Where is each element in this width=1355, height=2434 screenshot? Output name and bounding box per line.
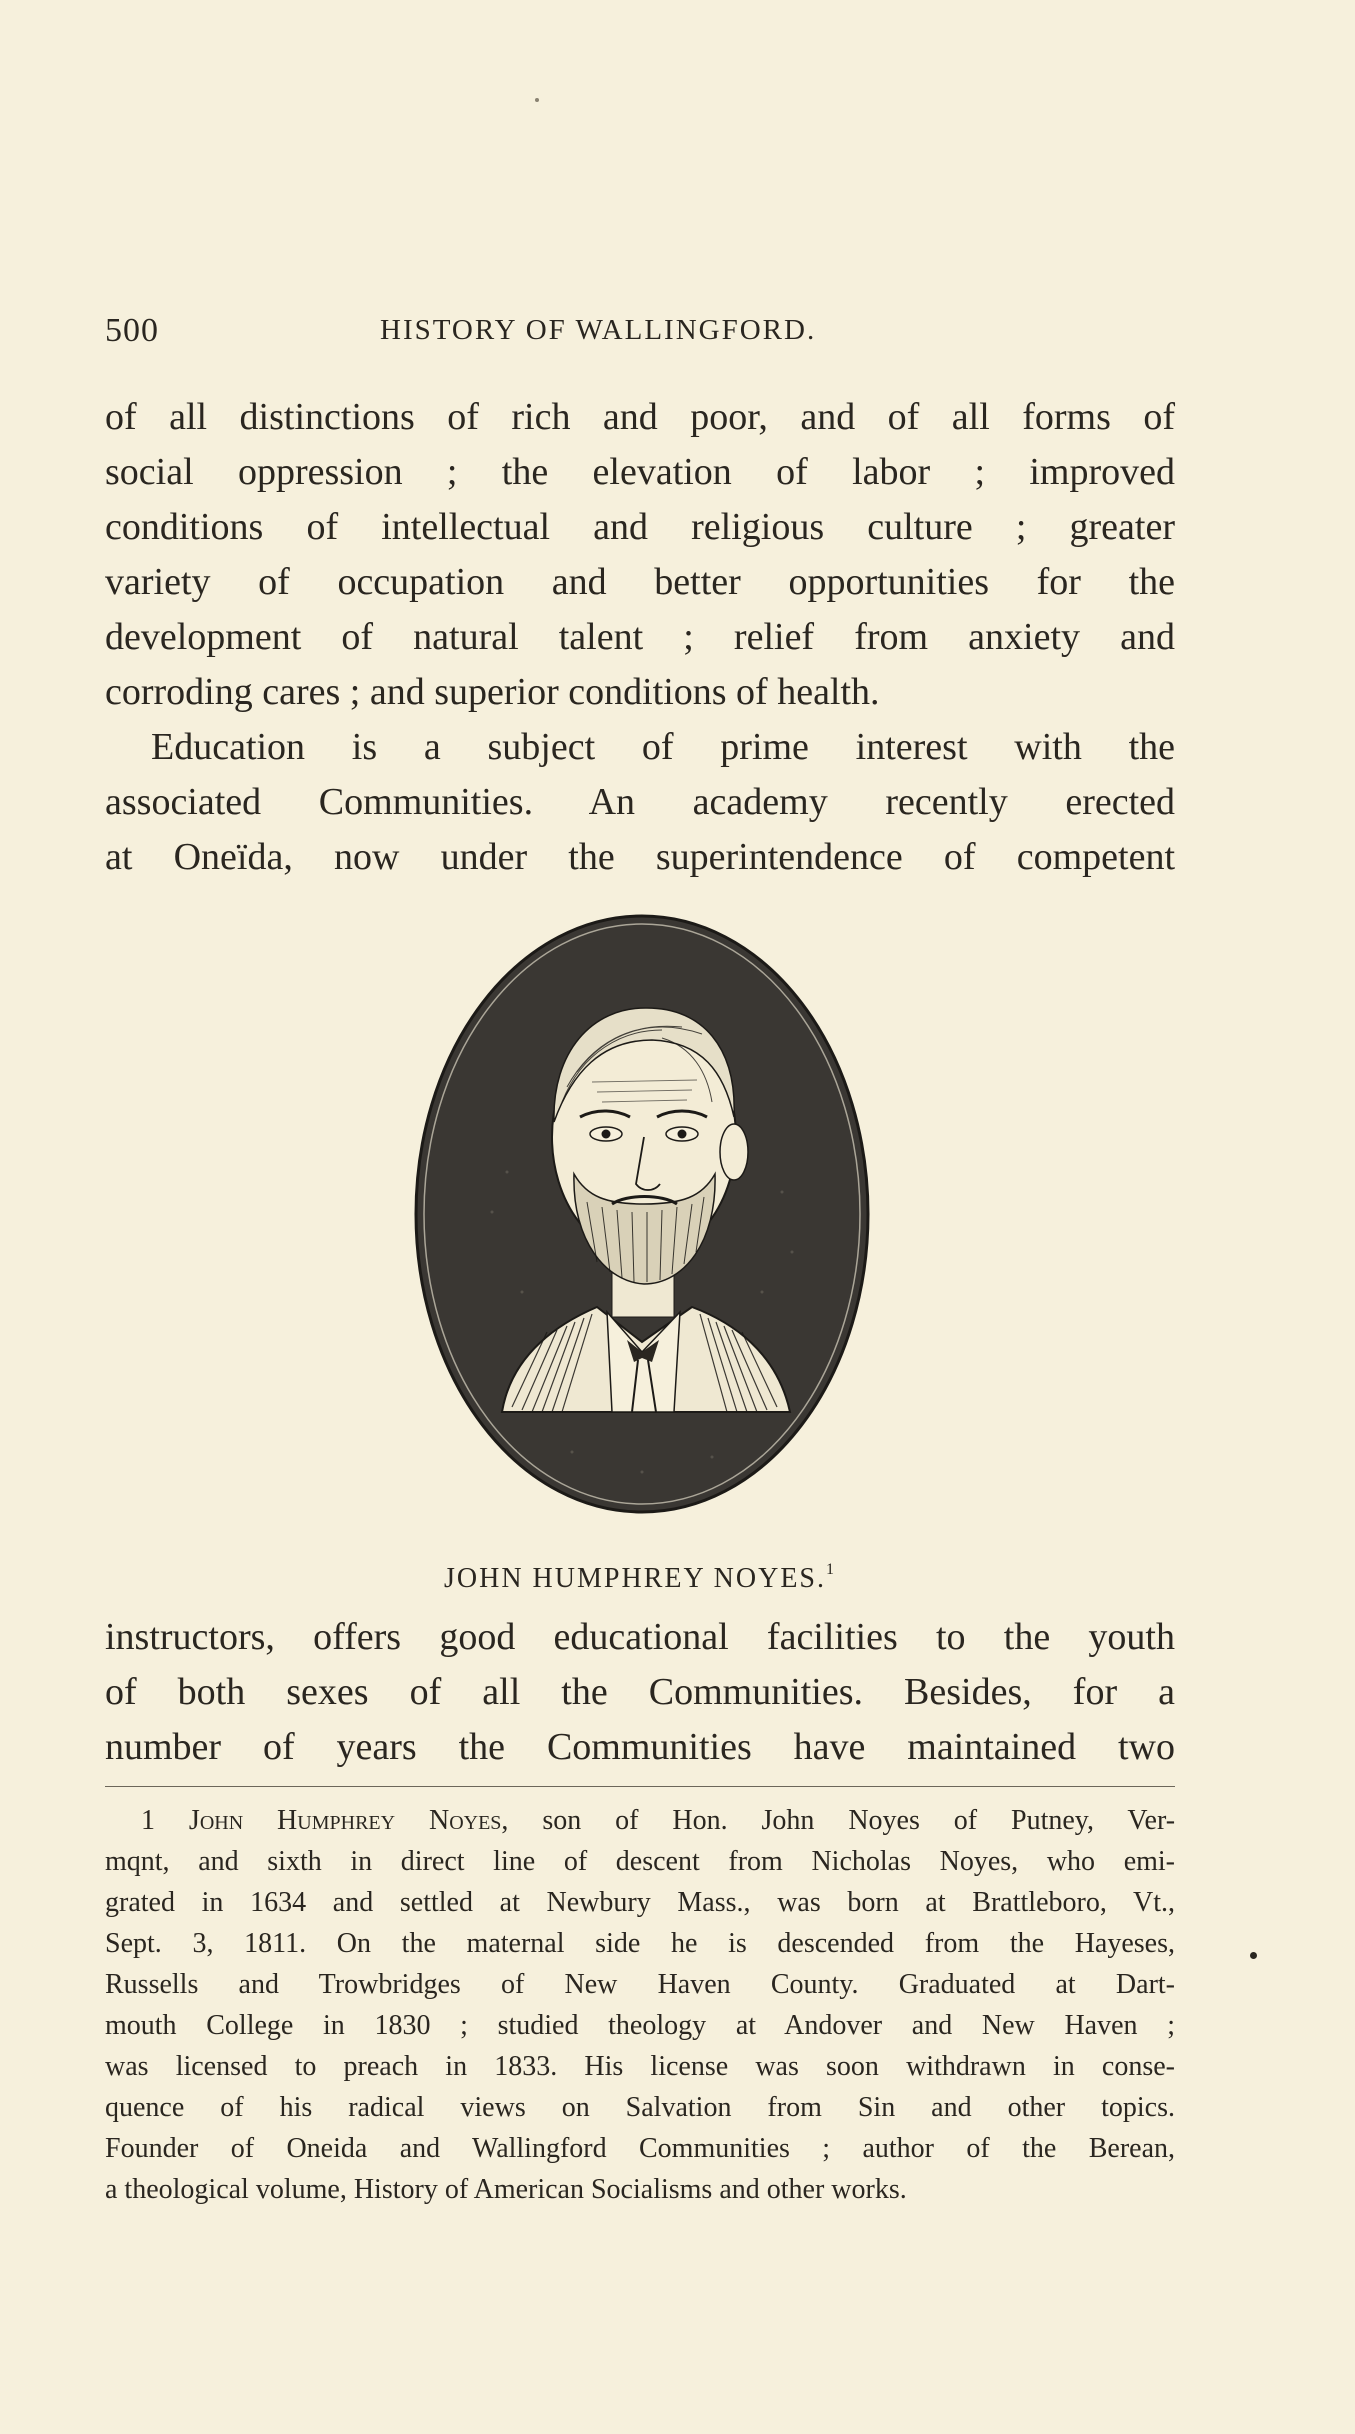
footnote-reference: 1 [826,1561,836,1578]
text-line: instructors, offers good educational facilities to the youth [105,1616,1175,1658]
text-line: variety of occupation and better opportunities for the [105,561,1175,603]
paragraph-education [105,720,1175,885]
text-line: conditions of intellectual and religious culture ; greater [105,506,1175,548]
footnote-line [105,1800,1175,1841]
margin-dot [1250,1952,1257,1959]
figure-caption [105,1563,1175,1595]
text-line: development of natural talent ; relief from anxiety and [105,616,1175,658]
text-line: number of years the Communities have maintained two [105,1726,1175,1768]
footnote-marker: 1 [141,1805,155,1836]
text-line: associated Communities. An academy recently erected [105,781,1175,823]
footnote-line: mqnt, and sixth in direct line of descent from Nicholas Noyes, who emi- [105,1846,1175,1877]
page-header [105,312,1175,362]
portrait-engraving [412,912,872,1517]
page-number: 500 [105,312,159,349]
footnote-line-text: son of Hon. John Noyes of Putney, Ver- [542,1805,1176,1836]
text-line: of all distinctions of rich and poor, and of all forms of [105,396,1175,438]
text-line: at Oneïda, now under the superintendence of competent [105,836,1175,878]
footnote-line: grated in 1634 and settled at Newbury Mass., was born at Brattleboro, Vt., [105,1887,1175,1918]
paragraph-continuation-after-figure [105,1610,1175,1775]
paragraph-continuation [105,390,1175,720]
text-line: social oppression ; the elevation of labor ; improved [105,451,1175,493]
footnote-line: was licensed to preach in 1833. His license was soon withdrawn in conse- [105,2051,1175,2082]
running-head: HISTORY OF WALLINGFORD. [380,314,817,346]
footnote-line: mouth College in 1830 ; studied theology at Andover and New Haven ; [105,2010,1175,2041]
footnote-line: Sept. 3, 1811. On the maternal side he is descended from the Hayeses, [105,1928,1175,1959]
caption-text: JOHN HUMPHREY NOYES. [444,1563,826,1594]
text-line: Education is a subject of prime interest with the [151,726,1175,768]
footnote-subject-name: John Humphrey Noyes, [188,1805,509,1836]
paper-speck [535,98,539,102]
footnote-line: Russells and Trowbridges of New Haven County. Graduated at Dart- [105,1969,1175,2000]
text-line: of both sexes of all the Communities. Besides, for a [105,1671,1175,1713]
text-line: corroding cares ; and superior conditions of health. [105,671,880,713]
footnote-line: Founder of Oneida and Wallingford Communities ; author of the Berean, [105,2133,1175,2164]
footnote [105,1800,1175,2210]
footnote-line: a theological volume, History of American Socialisms and other works. [105,2174,907,2205]
footnote-line: quence of his radical views on Salvation from Sin and other topics. [105,2092,1175,2123]
footnote-rule [105,1786,1175,1787]
